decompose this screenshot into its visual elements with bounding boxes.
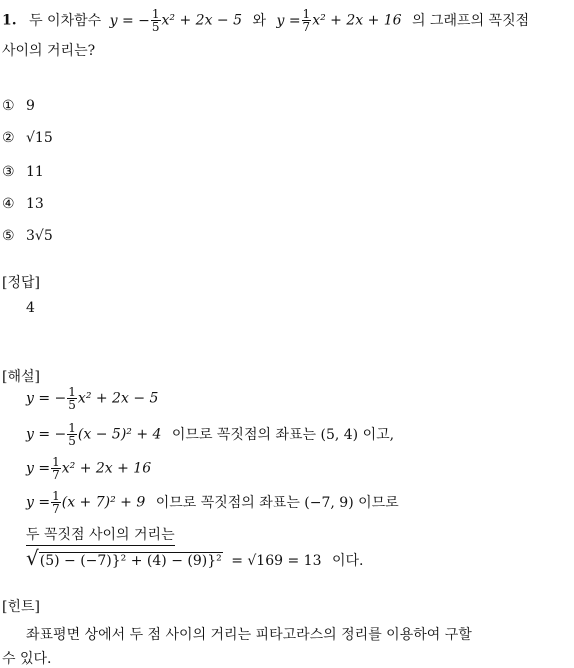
choice-4[interactable] — [2, 196, 44, 212]
question-line-1 — [2, 8, 529, 33]
choice-marker: ① — [2, 98, 15, 114]
choice-marker: ② — [2, 130, 15, 146]
choice-5[interactable] — [2, 228, 53, 244]
solution-line-4: y = $\frac{1}{7}$ (x + 7)² + 9 이므로 꼭짓점의 좌표는 (−7, 9) 이므로 — [26, 489, 399, 516]
hint-line-2: 수 있다. — [2, 651, 52, 667]
choice-value: 9 — [26, 98, 35, 114]
solution-line-3: y = $\frac{1}{7}$ x² + 2x + 16 — [26, 455, 152, 482]
answer-value: 4 — [26, 300, 35, 316]
solution-line-2: y = − $\frac{1}{5}$ (x − 5)² + 4 이므로 꼭짓점의 좌표는 (5, 4) 이고, — [26, 421, 395, 448]
func2-lhs: y = — [276, 12, 301, 29]
solution-line-5: 두 꼭짓점 사이의 거리는 — [26, 524, 175, 546]
func1-rest: x² + 2x − 5 — [161, 12, 243, 29]
solution-line-1: y = − $\frac{1}{5}$ x² + 2x − 5 — [26, 385, 159, 412]
hint-line-1: 좌표평면 상에서 두 점 사이의 거리는 피타고라스의 정리를 이용하여 구할 — [26, 627, 472, 643]
question-connector: 와 — [252, 12, 266, 29]
func1-fraction: $\frac{1}{5}$ — [151, 7, 160, 34]
question-text-before: 두 이차함수 — [29, 12, 102, 29]
choice-marker: ③ — [2, 164, 15, 180]
question-text-after: 의 그래프의 꼭짓점 — [412, 12, 530, 29]
solution-line-6: √(5) − (−7)}² + (4) − (9)}² = √169 = 13 이다. — [26, 546, 364, 570]
sqrt-icon: √ — [26, 546, 39, 570]
choice-value: √15 — [26, 130, 53, 146]
choice-value: 3√5 — [26, 228, 53, 244]
choice-value: 11 — [26, 164, 44, 180]
choice-value: 13 — [26, 196, 44, 212]
choice-1[interactable] — [2, 98, 35, 114]
hint-label: [힌트] — [2, 599, 40, 615]
choice-marker: ④ — [2, 196, 15, 212]
choice-marker: ⑤ — [2, 228, 15, 244]
choice-2[interactable] — [2, 130, 53, 146]
func1-lhs: y = − — [109, 12, 150, 29]
question-number: 1. — [2, 12, 17, 29]
func2-rest: x² + 2x + 16 — [312, 12, 402, 29]
solution-label: [해설] — [2, 369, 40, 385]
question-line-2: 사이의 거리는? — [2, 43, 96, 59]
func2-fraction: $\frac{1}{7}$ — [302, 7, 311, 34]
answer-label: [정답] — [2, 275, 40, 291]
choice-3[interactable] — [2, 164, 44, 180]
